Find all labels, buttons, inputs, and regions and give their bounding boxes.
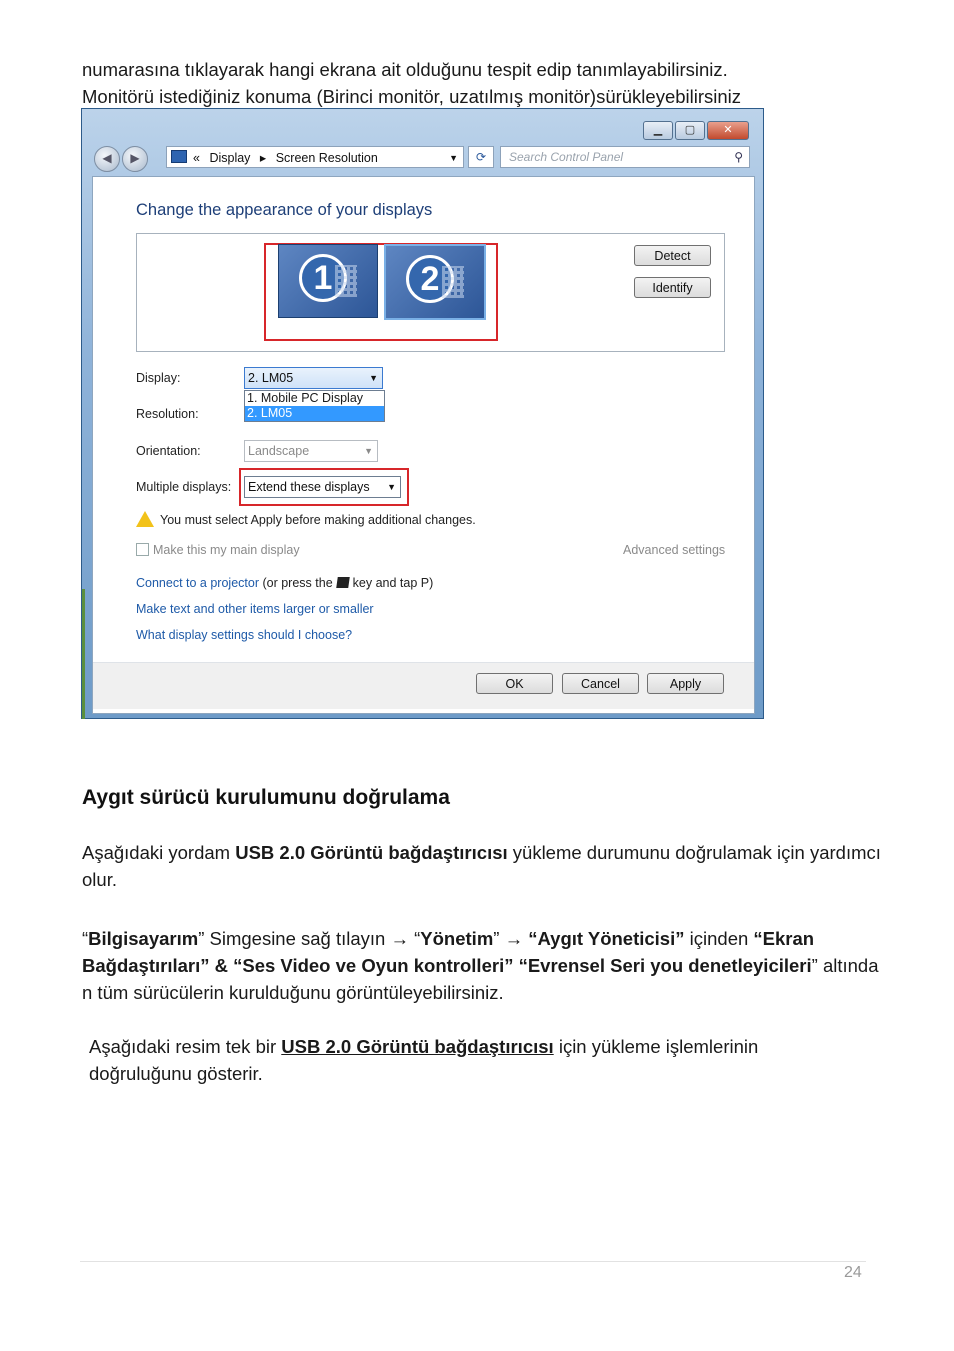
- footer-divider: [80, 1261, 866, 1262]
- search-icon[interactable]: ⚲: [734, 150, 743, 164]
- monitor-grid-icon: [442, 266, 464, 298]
- breadcrumb-screen-resolution[interactable]: Screen Resolution: [275, 151, 378, 165]
- back-icon[interactable]: ◀: [94, 146, 120, 172]
- p1-text-c: yükleme durumunu doğrulamak için yardımcı olur.: [82, 842, 881, 890]
- address-dropdown-icon[interactable]: ▼: [449, 153, 458, 163]
- title-bar-buttons: [643, 121, 749, 140]
- cancel-button[interactable]: Cancel: [562, 673, 639, 694]
- p2-bold-1: Bilgisayarım: [88, 928, 199, 949]
- monitor-2-number: 2: [406, 255, 454, 303]
- apply-button[interactable]: Apply: [647, 673, 724, 694]
- p2-bold-3: → “Aygıt Yöneticisi”: [504, 928, 685, 949]
- p2-bold-2: Yönetim: [420, 928, 494, 949]
- display-label: Display:: [136, 371, 181, 385]
- address-bar[interactable]: [166, 146, 464, 168]
- paragraph-2: [82, 925, 882, 1006]
- monitor-1[interactable]: [278, 244, 378, 318]
- screen-resolution-window: [81, 108, 764, 719]
- refresh-icon[interactable]: ⟳: [468, 146, 494, 168]
- projector-line: [136, 576, 433, 590]
- projector-hint-a: (or press the: [262, 576, 333, 590]
- p3-text-a: Aşağıdaki resim tek bir: [89, 1036, 282, 1057]
- p2-text-3: içinden: [684, 928, 754, 949]
- search-placeholder: Search Control Panel: [509, 150, 624, 164]
- p2-text-4: ” altında n tüm sürücülerin kurulduğunu görüntüleyebilirsiniz.: [82, 955, 879, 1003]
- ok-button[interactable]: OK: [476, 673, 553, 694]
- navigation-bar: [92, 144, 754, 172]
- breadcrumb-arrow-icon: ▸: [259, 151, 267, 165]
- projector-hint-b: key and tap P): [352, 576, 434, 590]
- page-number: 24: [844, 1264, 862, 1281]
- multiple-displays-value: Extend these displays: [248, 480, 370, 494]
- warning-text: You must select Apply before making additional changes.: [160, 513, 476, 527]
- p2-quote: “: [82, 928, 89, 949]
- identify-button[interactable]: Identify: [634, 277, 711, 298]
- breadcrumb-display[interactable]: Display: [209, 151, 251, 165]
- page-title: Change the appearance of your displays: [136, 201, 433, 219]
- chevron-down-icon: ▼: [369, 373, 378, 383]
- minimize-icon[interactable]: ▁: [643, 121, 673, 140]
- p3-bold-underlined: USB 2.0 Görüntü bağdaştırıcısı: [281, 1036, 554, 1057]
- close-icon[interactable]: ✕: [707, 121, 749, 140]
- orientation-select-value: Landscape: [248, 444, 310, 458]
- intro-line-2: Monitörü istediğiniz konuma (Birinci monitör, uzatılmış monitör)sürükleyebilirsiniz: [82, 86, 742, 107]
- breadcrumb-separator: «: [193, 151, 200, 165]
- p2-text-1: ” Simgesine sağ tılayın → “: [198, 928, 421, 949]
- display-settings-help-link[interactable]: What display settings should I choose?: [136, 628, 353, 642]
- orientation-label: Orientation:: [136, 444, 201, 458]
- main-display-label: Make this my main display: [153, 543, 300, 557]
- monitor-1-number: 1: [299, 254, 347, 302]
- maximize-icon[interactable]: ▢: [675, 121, 705, 140]
- search-input[interactable]: [500, 146, 750, 168]
- monitor-2[interactable]: [384, 244, 486, 320]
- advanced-settings-link: Advanced settings: [623, 543, 726, 557]
- control-panel-icon: [171, 150, 187, 163]
- p1-text-a: Aşağıdaki yordam: [82, 842, 236, 863]
- display-option-1[interactable]: 1. Mobile PC Display: [247, 391, 364, 405]
- checkbox-icon: [136, 543, 149, 556]
- paragraph-3: [89, 1033, 849, 1087]
- p2-bold-4: “Ekran Bağdaştırıları” & “Ses Video ve Oyun kontrolleri” “Evrensel Seri you denetleyicileri: [82, 928, 815, 976]
- monitor-grid-icon: [335, 265, 357, 297]
- warning-message: [136, 511, 476, 527]
- display-option-2[interactable]: 2. LM05: [245, 406, 384, 421]
- display-select[interactable]: [244, 367, 383, 389]
- detect-button[interactable]: Detect: [634, 245, 711, 266]
- windows-key-icon: [336, 577, 350, 588]
- intro-line-1: numarasına tıklayarak hangi ekrana ait olduğunu tespit edip tanımlayabilirsiniz.: [82, 59, 728, 80]
- window-edge-strip: [82, 589, 85, 719]
- text-size-link[interactable]: Make text and other items larger or smaller: [136, 602, 374, 616]
- p2-text-2: ”: [493, 928, 505, 949]
- orientation-select: [244, 440, 378, 462]
- warning-icon: [136, 511, 154, 527]
- intro-text: [82, 56, 902, 110]
- monitor-arrangement-area: [136, 233, 725, 352]
- main-display-checkbox: [136, 543, 300, 557]
- resolution-label: Resolution:: [136, 407, 199, 421]
- multiple-displays-label: Multiple displays:: [136, 480, 232, 494]
- section-heading: Aygıt sürücü kurulumunu doğrulama: [82, 786, 450, 809]
- display-dropdown-list: [244, 390, 385, 422]
- p3-text-c: için yükleme işlemlerinin doğruluğunu gösterir.: [89, 1036, 759, 1084]
- p1-bold: USB 2.0 Görüntü bağdaştırıcısı: [235, 842, 508, 863]
- chevron-down-icon: ▼: [387, 482, 396, 492]
- connect-projector-link[interactable]: Connect to a projector: [136, 576, 259, 590]
- display-select-value: 2. LM05: [248, 371, 294, 385]
- content-pane: [92, 176, 755, 714]
- multiple-displays-select[interactable]: [244, 476, 401, 498]
- paragraph-1: [82, 839, 882, 893]
- forward-icon[interactable]: ▶: [122, 146, 148, 172]
- chevron-down-icon: ▼: [364, 446, 373, 456]
